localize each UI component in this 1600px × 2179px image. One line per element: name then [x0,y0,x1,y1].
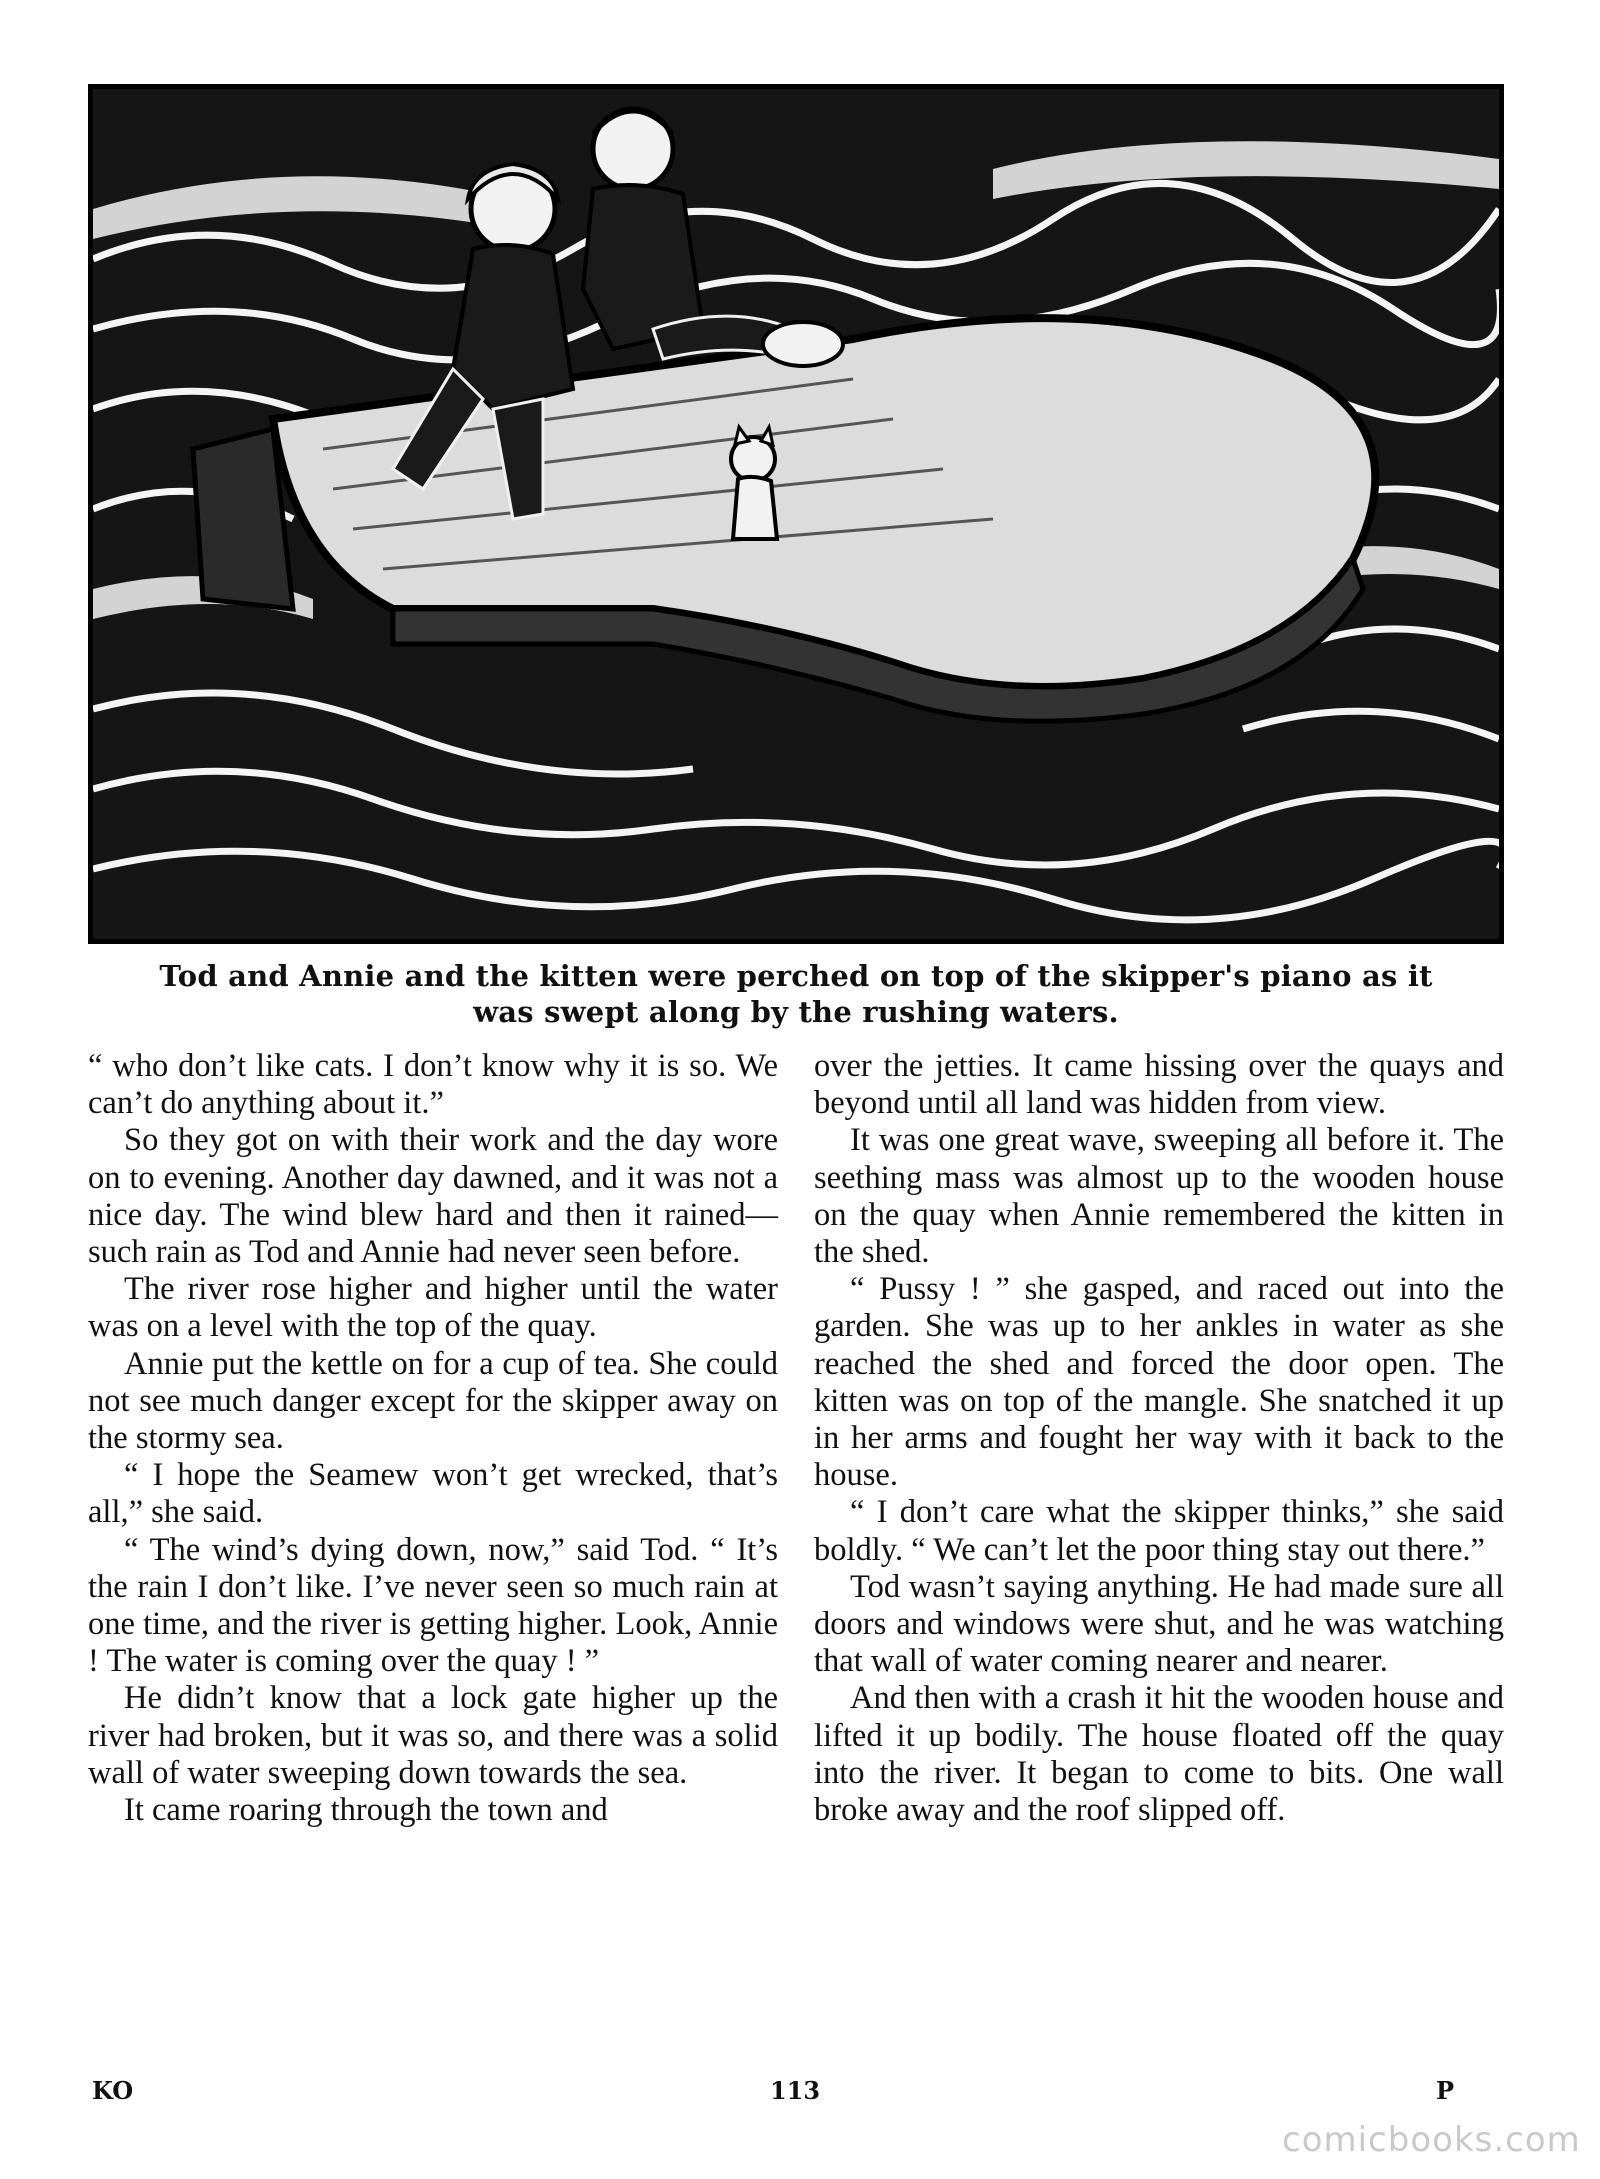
story-column-left [88,1048,778,1829]
piano-keyboard-end [193,429,293,609]
illustration-caption [88,958,1504,1030]
paragraph: “ Pussy ! ” she gasped, and raced out into the garden. She was up to her ankles in water as she reached the shed and forced the door open. The kitten was on top of the mangle. She snatched it up in her arms and fought her way with it back to the house. [814,1271,1504,1494]
paragraph: So they got on with their work and the day wore on to evening. Another day dawned, and it was not a nice day. The wind blew hard and then it rained—such rain as Tod and Annie had never seen before. [88,1122,778,1271]
paragraph: “ who don’t like cats. I don’t know why it is so. We can’t do anything about it.” [88,1048,778,1122]
footer-signature-left: KO [92,2076,134,2105]
kitten-figure [731,427,777,539]
paragraph: “ The wind’s dying down, now,” said Tod. “ It’s the rain I don’t like. I’ve never seen so much rain at one time, and the river is getting higher. Look, Annie ! The water is coming over the quay ! ” [88,1531,778,1680]
caption-line-1: Tod and Annie and the kitten were perched on top of the skipper's piano as it [159,959,1433,993]
paragraph: The river rose higher and higher until the water was on a level with the top of the quay. [88,1271,778,1345]
paragraph: He didn’t know that a lock gate higher up the river had broken, but it was so, and there was a solid wall of water sweeping down towards the sea. [88,1680,778,1791]
paragraph: over the jetties. It came hissing over the quays and beyond until all land was hidden from view. [814,1048,1504,1122]
paragraph: It came roaring through the town and [124,1792,608,1829]
story-illustration [88,84,1504,944]
page-number: 113 [770,2076,821,2105]
paragraph: Tod wasn’t saying anything. He had made sure all doors and windows were shut, and he was watching that wall of water coming nearer and nearer. [814,1568,1504,1680]
paragraph: “ I hope the Seamew won’t get wrecked, that’s all,” she said. [88,1457,778,1531]
flood-piano-drawing [93,89,1499,939]
paragraph: And then with a crash it hit the wooden house and lifted it up bodily. The house floated off the quay into the river. It began to come to bits. One wall broke away and the roof slipped off. [814,1680,1504,1829]
paragraph: “ I don’t care what the skipper thinks,” she said boldly. “ We can’t let the poor thing stay out there.” [814,1494,1504,1568]
paragraph: It was one great wave, sweeping all before it. The seething mass was almost up to the wooden house on the quay when Annie remembered the kitten in the shed. [814,1122,1504,1271]
footer-signature-right: P [1436,2076,1455,2105]
paragraph: Annie put the kettle on for a cup of tea. She could not see much danger except for the skipper away on the stormy sea. [88,1345,778,1457]
site-watermark: comicbooks.com [1282,2120,1581,2160]
story-column-right [814,1048,1504,1829]
caption-line-2: was swept along by the rushing waters. [473,995,1119,1029]
